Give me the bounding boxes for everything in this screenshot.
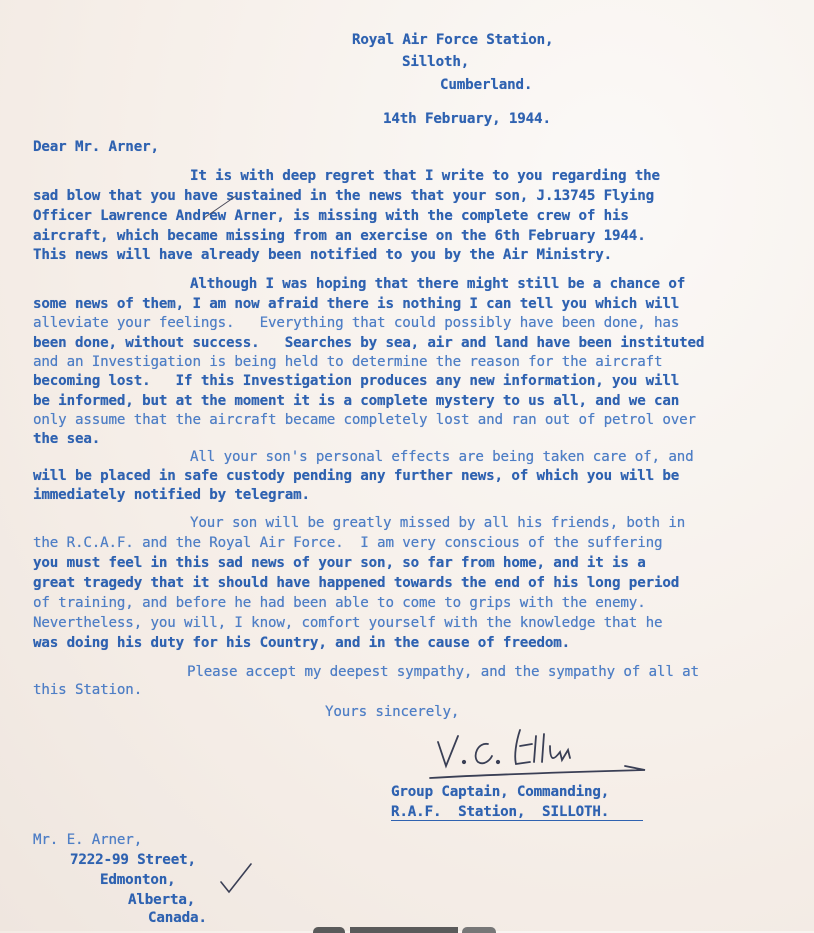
body-line: aircraft, which became missing from an exercise on the 6th February 1944.	[33, 228, 646, 244]
body-line: alleviate your feelings. Everything that could possibly have been done, has	[33, 315, 680, 331]
body-line: been done, without success. Searches by sea, air and land have been instituted	[33, 335, 705, 351]
recipient-city: Edmonton,	[100, 872, 176, 888]
closing: Yours sincerely,	[325, 704, 460, 720]
pen-mark	[200, 192, 240, 222]
signatory-title: Group Captain, Commanding,	[391, 784, 610, 800]
viewer-tab-next[interactable]	[462, 927, 496, 933]
body-line: be informed, but at the moment it is a complete mystery to us all, and we can	[33, 393, 680, 409]
letterhead-county: Cumberland.	[440, 77, 533, 93]
body-line: was doing his duty for his Country, and in the cause of freedom.	[33, 635, 571, 651]
handwritten-signature	[420, 722, 650, 782]
recipient-name: Mr. E. Arner,	[33, 832, 143, 848]
body-line: of training, and before he had been able to come to grips with the enemy.	[33, 595, 646, 611]
body-line: Although I was hoping that there might still be a chance of	[190, 276, 686, 292]
body-line: Nevertheless, you will, I know, comfort yourself with the knowledge that he	[33, 615, 663, 631]
body-line: All your son's personal effects are being taken care of, and	[190, 449, 694, 465]
body-line: and an Investigation is being held to determine the reason for the aircraft	[33, 354, 663, 370]
body-line: Your son will be greatly missed by all his friends, both in	[190, 515, 686, 531]
body-line: This news will have already been notified to you by the Air Ministry.	[33, 247, 613, 263]
signature-underline	[391, 820, 643, 821]
body-line: Please accept my deepest sympathy, and the sympathy of all at	[187, 664, 699, 680]
letterhead-station: Royal Air Force Station,	[352, 32, 554, 48]
recipient-country: Canada.	[148, 910, 207, 926]
body-line: sad blow that you have sustained in the news that your son, J.13745 Flying	[33, 188, 654, 204]
viewer-tab-prev[interactable]	[313, 927, 345, 933]
body-line: will be placed in safe custody pending any further news, of which you will be	[33, 468, 680, 484]
body-line: immediately notified by telegram.	[33, 487, 310, 503]
body-line: this Station.	[33, 682, 143, 698]
letter-date: 14th February, 1944.	[383, 111, 551, 127]
recipient-street: 7222-99 Street,	[70, 852, 196, 868]
body-line: some news of them, I am now afraid there is nothing I can tell you which will	[33, 296, 680, 312]
recipient-province: Alberta,	[128, 892, 196, 908]
checkmark-icon	[217, 860, 257, 900]
signatory-station: R.A.F. Station, SILLOTH.	[391, 804, 610, 820]
body-line: great tragedy that it should have happened towards the end of his long period	[33, 575, 680, 591]
body-line: It is with deep regret that I write to you regarding the	[190, 168, 660, 184]
body-line: becoming lost. If this Investigation produces any new information, you will	[33, 373, 680, 389]
body-line: only assume that the aircraft became completely lost and ran out of petrol over	[33, 412, 696, 428]
letterhead-town: Silloth,	[402, 54, 470, 70]
salutation: Dear Mr. Arner,	[33, 139, 159, 155]
body-line: the R.C.A.F. and the Royal Air Force. I am very conscious of the suffering	[33, 535, 663, 551]
body-line: the sea.	[33, 431, 101, 447]
body-line: Officer Lawrence Andrew Arner, is missing with the complete crew of his	[33, 208, 629, 224]
body-line: you must feel in this sad news of your son, so far from home, and it is a	[33, 555, 646, 571]
viewer-tab-main[interactable]	[350, 927, 458, 933]
